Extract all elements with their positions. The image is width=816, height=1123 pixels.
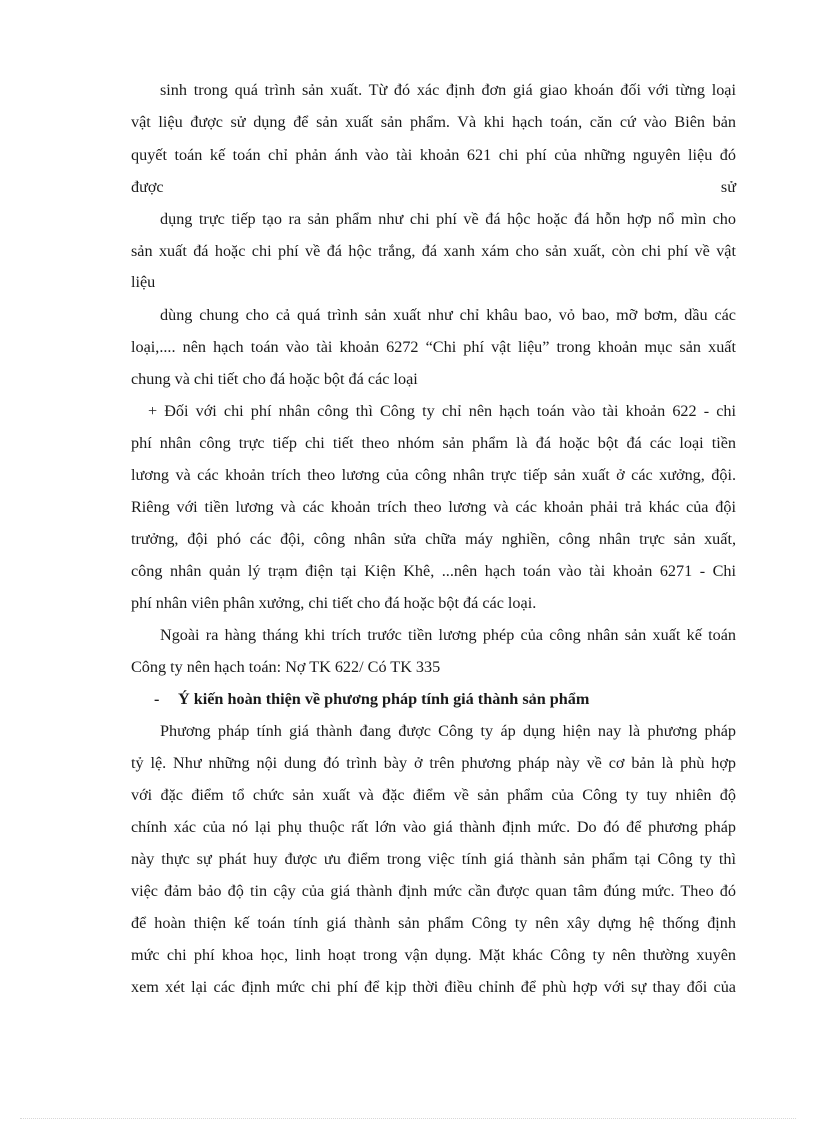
line-end-word: sử [720,178,736,196]
paragraph-line: xem xét lại các định mức chi phí để kịp thời điều chỉnh để phù hợp với sự thay đổi của [131,978,736,996]
paragraph-line: dụng trực tiếp tạo ra sản phẩm như chi phí về đá hộc hoặc đá hỗn hợp nổ mìn cho [160,210,736,228]
paragraph-line: loại,.... nên hạch toán vào tài khoản 6272 “Chi phí vật liệu” trong khoản mục sản xuất [131,338,736,356]
paragraph-line: sinh trong quá trình sản xuất. Từ đó xác định đơn giá giao khoán đối với từng loại [160,81,736,99]
section-bullet: - [154,690,160,708]
paragraph-line: chung và chi tiết cho đá hoặc bột đá các loại [131,370,418,388]
paragraph-line: với đặc điểm tổ chức sản xuất và đặc điểm về sản phẩm của Công ty tuy nhiên độ [131,786,736,804]
paragraph-line: để hoàn thiện kế toán tính giá thành sản phẩm Công ty nên xây dựng hệ thống định [131,914,736,932]
paragraph-line: Ngoài ra hàng tháng khi trích trước tiền lương phép của công nhân sản xuất kế toán [160,626,736,644]
paragraph-line: chính xác của nó lại phụ thuộc rất lớn vào giá thành định mức. Do đó để phương pháp [131,818,736,836]
paragraph-line: việc đảm bảo độ tin cậy của giá thành định mức cần được quan tâm đúng mức. Theo đó [131,882,736,900]
paragraph-line: sản xuất đá hoặc chi phí về đá hộc trắng, đá xanh xám cho sản xuất, còn chi phí về vật [131,242,736,260]
paragraph-line: trưởng, đội phó các đội, công nhân sửa chữa máy nghiền, công nhân trực sản xuất, [131,530,736,548]
paragraph-line: mức chi phí khoa học, linh hoạt trong vận dụng. Mặt khác Công ty nên thường xuyên [131,946,736,964]
paragraph-line: phí nhân viên phân xưởng, chi tiết cho đá hoặc bột đá các loại. [131,594,537,612]
paragraph-line: Phương pháp tính giá thành đang được Công ty áp dụng hiện nay là phương pháp [160,722,736,740]
paragraph-line: + Đối với chi phí nhân công thì Công ty chỉ nên hạch toán vào tài khoản 622 - chi [148,402,736,420]
paragraph-line: tỷ lệ. Như những nội dung đó trình bày ở trên phương pháp này về cơ bản là phù hợp [131,754,736,772]
paragraph-line: phí nhân công trực tiếp chi tiết theo nhóm sản phẩm là đá hoặc bột đá các loại tiền [131,434,736,452]
paragraph-line: Riêng với tiền lương và các khoản trích theo lương và các khoản phải trả khác của đội [131,498,736,516]
paragraph-line: vật liệu được sử dụng để sản xuất sản phẩm. Và khi hạch toán, căn cứ vào Biên bản [131,113,736,131]
section-heading: Ý kiến hoàn thiện về phương pháp tính giá thành sản phẩm [178,690,590,708]
paragraph-line: công nhân quản lý trạm điện tại Kiện Khê, ...nên hạch toán vào tài khoản 6271 - Chi [131,562,736,580]
paragraph-line: Công ty nên hạch toán: Nợ TK 622/ Có TK 335 [131,658,441,676]
paragraph-line: này thực sự phát huy được ưu điểm trong việc tính giá thành sản phẩm tại Công ty thì [131,850,736,868]
paragraph-line: dùng chung cho cả quá trình sản xuất như chỉ khâu bao, vỏ bao, mỡ bơm, dầu các [160,306,736,324]
page-bottom-rule [20,1118,796,1119]
paragraph-line: quyết toán kế toán chỉ phản ánh vào tài khoản 621 chi phí của những nguyên liệu đó [131,146,736,164]
paragraph-line: lương và các khoản trích theo lương của công nhân trực tiếp sản xuất ở các xưởng, đội. [131,466,736,484]
paragraph-line: liệu [131,273,156,291]
line-start-word: được [131,178,164,196]
paragraph-line [131,177,736,197]
